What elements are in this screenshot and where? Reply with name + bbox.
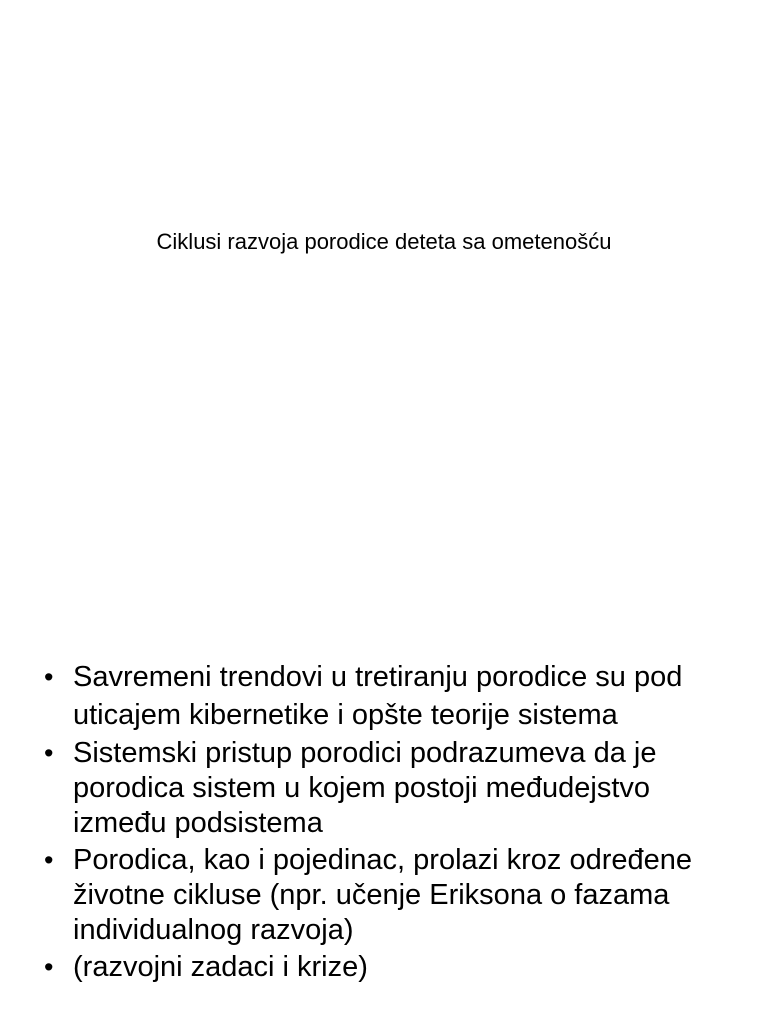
bullet-text: (razvojni zadaci i krize) [73, 951, 368, 983]
bullet-marker: • [44, 738, 54, 768]
list-item [40, 658, 740, 734]
list-item [40, 950, 740, 985]
bullet-text: Porodica, kao i pojedinac, prolazi kroz određene životne cikluse (npr. učenje Eriksona o fazama individualnog razvoja) [73, 844, 693, 946]
bullet-marker: • [44, 662, 54, 692]
list-item [40, 736, 740, 841]
bullet-list [40, 658, 740, 987]
slide-title: Ciklusi razvoja porodice deteta sa ometenošću [156, 229, 612, 254]
bullet-text: Savremeni trendovi u tretiranju porodice su pod uticajem kibernetike i opšte teorije sistema [73, 661, 683, 731]
bullet-text: Sistemski pristup porodici podrazumeva da je porodica sistem u kojem postoji međudejstvo između podsistema [73, 737, 657, 839]
bullet-marker: • [44, 845, 54, 875]
list-item [40, 843, 740, 948]
bullet-marker: • [44, 952, 54, 982]
